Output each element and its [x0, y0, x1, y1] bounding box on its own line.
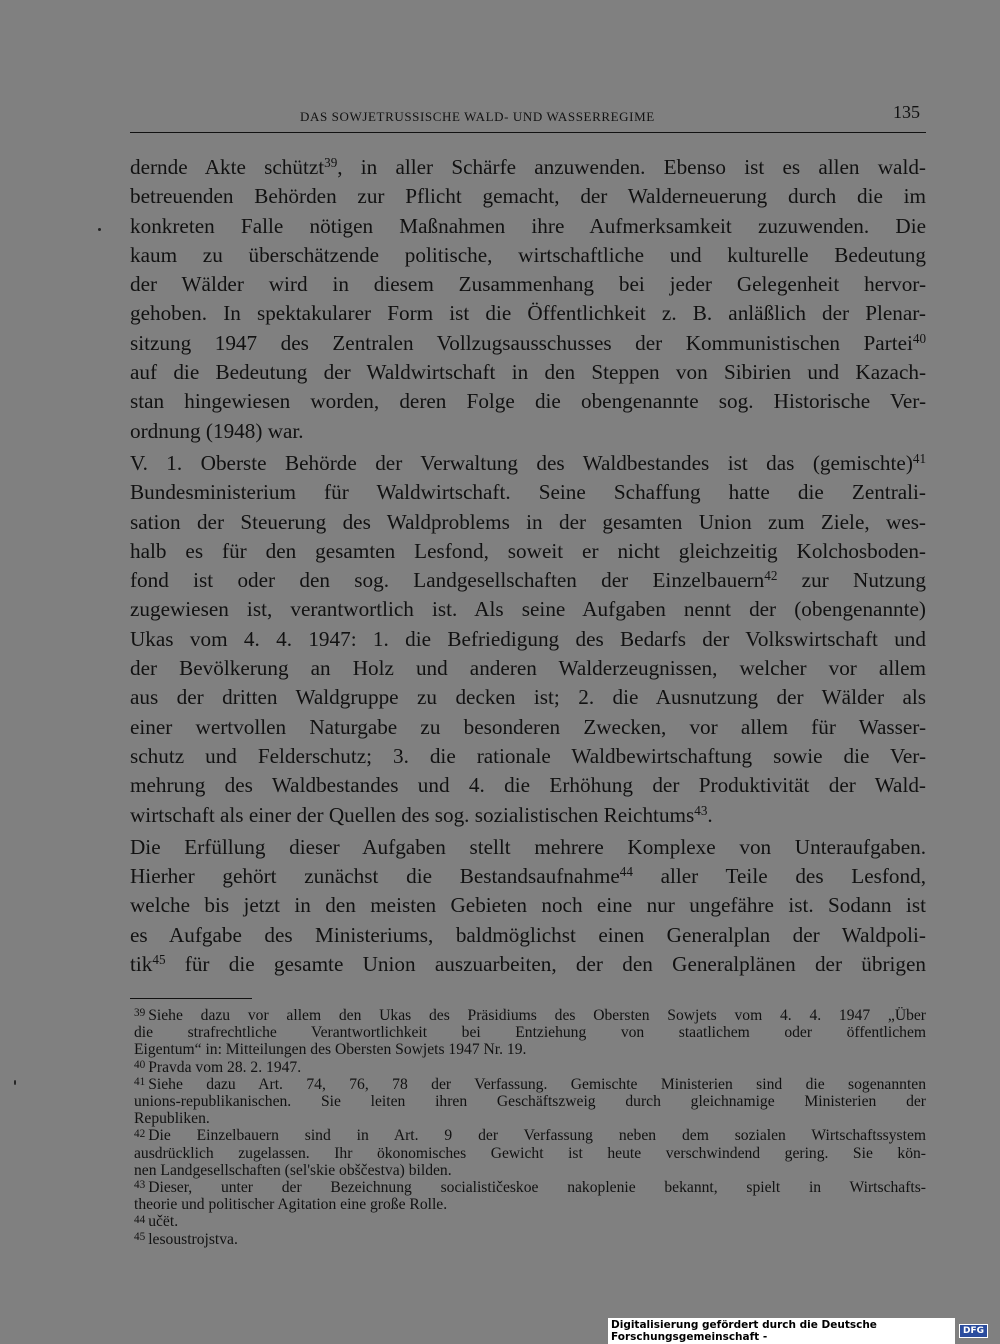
text-line: betreuenden Behörden zur Pflicht gemacht, der Walderneuerung durch die im: [130, 184, 926, 209]
running-title: DAS SOWJETRUSSISCHE WALD- UND WASSERREGIME: [300, 109, 655, 124]
text-line: fond ist oder den sog. Landgesellschaften der Einzelbauern$^{42}$ zur Nutzung: [130, 567, 926, 593]
footnote-number: 42: [134, 1127, 146, 1140]
footnote-42: $^{42}$ Die Einzelbauern sind in Art. 9 der Verfassung neben dem sozialen Wirtschaftssystem: [134, 1127, 926, 1145]
text-line: konkreten Falle nötigen Maßnahmen ihre Aufmerksamkeit zuzuwenden. Die: [130, 213, 926, 238]
footnote-line: Republiken.: [134, 1110, 210, 1128]
footnote-line: ausdrücklich zugelassen. Ihr ökonomisches Gewicht ist heute verschwindend gering. Sie kön-: [134, 1144, 926, 1162]
footnote-line: Eigentum“ in: Mitteilungen des Obersten Sowjets 1947 Nr. 19.: [134, 1041, 527, 1059]
main-text: [130, 153, 926, 979]
footnote-43: $^{43}$ Dieser, unter der Bezeichnung socialističeskoe nakoplenie bekannt, spielt in Wirtschafts-: [134, 1179, 926, 1197]
footnote-ref[interactable]: 40: [912, 330, 926, 346]
text-line: zugewiesen ist, verantwortlich ist. Als seine Aufgaben nennt der (obengenannte): [130, 597, 926, 622]
footnote-ref[interactable]: 42: [764, 567, 778, 583]
footnote-45: $^{45}$ lesoustrojstva.: [134, 1230, 238, 1248]
footnote-number: 43: [134, 1179, 146, 1192]
text-line: auf die Bedeutung der Waldwirtschaft in den Steppen von Sibirien und Kazach-: [130, 360, 926, 385]
footnote-number: 40: [134, 1058, 146, 1071]
text-line: sitzung 1947 des Zentralen Vollzugsausschusses der Kommunistischen Partei$^{40}$: [130, 330, 926, 355]
footnote-ref[interactable]: 44: [619, 863, 633, 879]
footnote-39: $^{39}$ Siehe dazu vor allem den Ukas des Präsidiums des Obersten Sowjets vom 4. 4. 1947 „Über: [134, 1007, 926, 1024]
paragraph: [130, 833, 926, 979]
text-line: der Wälder wird in diesem Zusammenhang bei jeder Gelegenheit hervor-: [130, 272, 926, 297]
text-line: halb es für den gesamten Lesfond, soweit er nicht gleichzeitig Kolchosboden-: [130, 538, 926, 563]
scan-speck: [14, 1080, 16, 1085]
running-header: [130, 100, 926, 133]
text-line: Die Erfüllung dieser Aufgaben stellt mehrere Komplexe von Unteraufgaben.: [130, 834, 926, 859]
paragraph: [130, 449, 926, 830]
footnote-41: $^{41}$ Siehe dazu Art. 74, 76, 78 der Verfassung. Gemischte Ministerien sind die sogenannten: [134, 1075, 926, 1093]
footnote-40: $^{40}$ Pravda vom 28. 2. 1947.: [134, 1058, 302, 1076]
text-line: Ukas vom 4. 4. 1947: 1. die Befriedigung des Bedarfs der Volkswirtschaft und: [130, 626, 926, 651]
text-line: Bundesministerium für Waldwirtschaft. Seine Schaffung hatte die Zentrali-: [130, 480, 926, 505]
footnote-divider: [130, 998, 252, 999]
text-line: welche bis jetzt in den meisten Gebieten noch eine nur ungefähre ist. Sodann ist: [130, 893, 926, 918]
text-line: schutz und Felderschutz; 3. die rationale Waldbewirtschaftung sowie die Ver-: [130, 743, 926, 768]
footnote-ref[interactable]: 45: [152, 951, 166, 967]
page-number: 135: [893, 102, 920, 122]
text-line: aus der dritten Waldgruppe zu decken ist; 2. die Ausnutzung der Wälder als: [130, 685, 926, 710]
text-line: V. 1. Oberste Behörde der Verwaltung des Waldbestandes ist das (gemischte)$^{41}$: [130, 450, 926, 475]
text-line: dernde Akte schützt$^{39}$, in aller Schärfe anzuwenden. Ebenso ist es allen wald-: [130, 154, 926, 179]
footnote-line: unions-republikanischen. Sie leiten ihren Geschäftszweig durch gleichnamige Ministerien der: [134, 1093, 926, 1111]
funding-note: Digitalisierung gefördert durch die Deutsche Forschungsgemeinschaft -: [608, 1318, 955, 1344]
footnotes: [134, 1007, 926, 1248]
footnote-ref[interactable]: 39: [324, 154, 338, 170]
text-line: stan hingewiesen worden, deren Folge die obengenannte sog. Historische Ver-: [130, 389, 926, 414]
text-line: Hierher gehört zunächst die Bestandsaufnahme$^{44}$ aller Teile des Lesfond,: [130, 863, 927, 889]
text-line: einer wertvollen Naturgabe zu besonderen Zwecken, vor allem für Wasser-: [130, 714, 926, 739]
text-line: der Bevölkerung an Holz und anderen Walderzeugnissen, welcher vor allem: [130, 656, 926, 681]
text-line: es Aufgabe des Ministeriums, baldmöglichst einen Generalplan der Waldpoli-: [130, 922, 926, 947]
text-line: ordnung (1948) war.: [130, 418, 304, 443]
footnote-number: 45: [134, 1230, 146, 1243]
footnote-number: 44: [134, 1213, 146, 1226]
footnote-number: 41: [134, 1075, 146, 1088]
text-line: wirtschaft als einer der Quellen des sog. sozialistischen Reichtums$^{43}$.: [130, 802, 713, 827]
dfg-logo[interactable]: DFG: [959, 1324, 988, 1338]
text-line: tik$^{45}$ für die gesamte Union auszuarbeiten, der den Generalplänen der übrigen: [130, 951, 926, 977]
scan-speck: [98, 228, 101, 231]
footnote-ref[interactable]: 41: [912, 450, 926, 466]
footnote-line: die strafrechtliche Verantwortlichkeit bei Entziehung von staatlichem oder öffentlichem: [134, 1024, 926, 1042]
footnote-number: 39: [134, 1007, 146, 1020]
footnote-line: nen Landgesellschaften (sel'skie obščestva) bilden.: [134, 1161, 452, 1179]
footnote-ref[interactable]: 43: [694, 802, 708, 818]
paragraph: [130, 153, 926, 446]
footnote-44: $^{44}$ učët.: [134, 1213, 179, 1231]
text-line: gehoben. In spektakularer Form ist die Öffentlichkeit z. B. anläßlich der Plenar-: [130, 301, 926, 326]
footnote-line: theorie und politischer Agitation eine große Rolle.: [134, 1196, 448, 1214]
text-line: kaum zu überschätzende politische, wirtschaftliche und kulturelle Bedeutung: [130, 242, 926, 267]
text-line: mehrung des Waldbestandes und 4. die Erhöhung der Produktivität der Wald-: [130, 773, 926, 798]
text-line: sation der Steuerung des Waldproblems in der gesamten Union zum Ziele, wes-: [130, 509, 926, 534]
digitization-credit: [608, 1319, 988, 1343]
